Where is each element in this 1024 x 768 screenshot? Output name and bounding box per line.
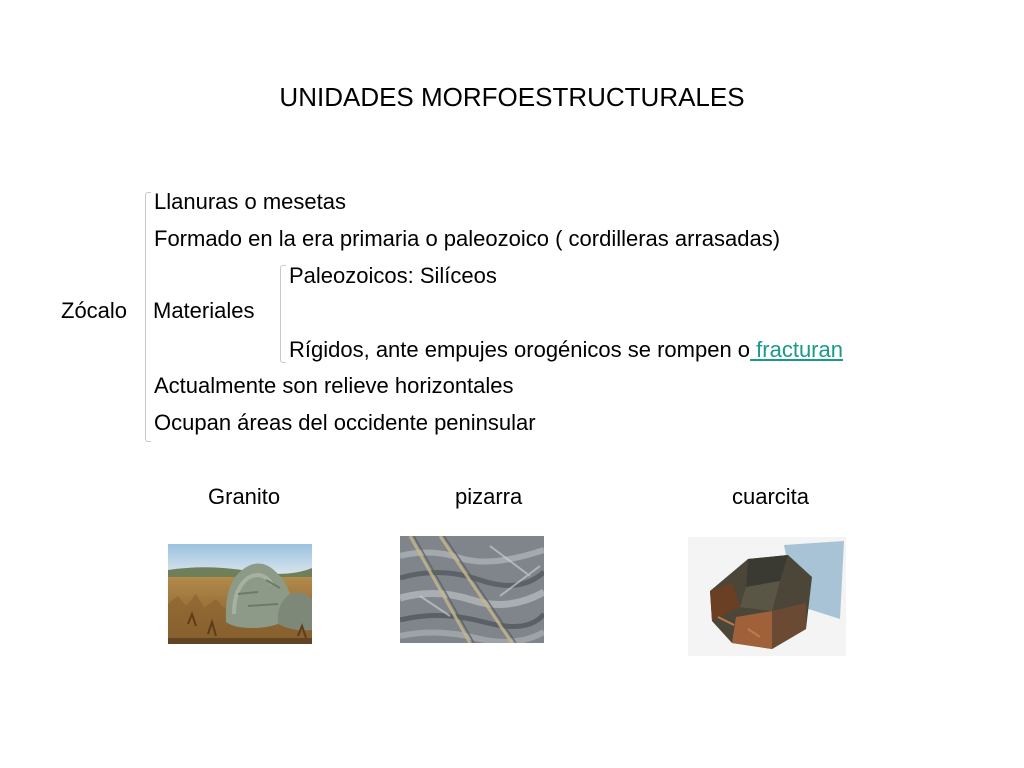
zocalo-label: Zócalo [61, 298, 128, 323]
caption-granito: Granito [208, 484, 281, 509]
materiales-label: Materiales [153, 298, 255, 323]
pizarra-image [400, 536, 544, 643]
line-llanuras: Llanuras o mesetas [154, 189, 346, 214]
caption-pizarra: pizarra [455, 484, 523, 509]
rigidos-text: Rígidos, ante empujes orogénicos se rompen o [289, 337, 751, 362]
fracturan-link[interactable]: fracturan [750, 337, 843, 362]
slide-title: UNIDADES MORFOESTRUCTURALES [279, 82, 745, 112]
line-rigidos [289, 339, 843, 361]
caption-cuarcita: cuarcita [732, 484, 810, 509]
line-ocupan: Ocupan áreas del occidente peninsular [154, 410, 536, 435]
cuarcita-image [688, 537, 846, 656]
line-formado: Formado en la era primaria o paleozoico ( cordilleras arrasadas) [154, 226, 781, 251]
granito-image [168, 544, 312, 644]
zocalo-brace [145, 192, 151, 442]
materiales-brace [280, 265, 286, 363]
line-actualmente: Actualmente son relieve horizontales [154, 373, 514, 398]
line-paleozoicos: Paleozoicos: Silíceos [289, 263, 497, 288]
